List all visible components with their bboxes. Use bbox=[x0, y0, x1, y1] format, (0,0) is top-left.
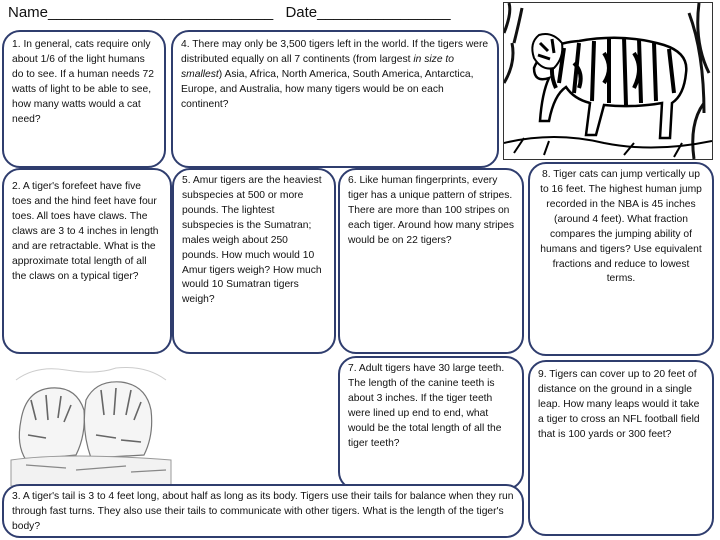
question-5-box bbox=[172, 168, 336, 354]
date-line[interactable]: ________________ bbox=[317, 4, 451, 21]
resting-tigers-image bbox=[6, 360, 174, 486]
question-6-box bbox=[338, 168, 524, 354]
question-2-box bbox=[2, 168, 172, 354]
date-label: Date bbox=[285, 4, 318, 21]
question-2-text: 2. A tiger's forefeet have five toes and the hind feet have four toes. All toes have claws. The claws are 3 to 4 inches in length and are retractable. What is the approximate total length of all the claws on a typical tiger? bbox=[12, 181, 159, 282]
name-line[interactable]: ___________________________ bbox=[48, 4, 274, 21]
question-4-text: 4. There may only be 3,500 tigers left in the world. If the tigers were distributed equally on all 7 continents (from largest in size to smallest) Asia, Africa, North America, South America, Antarctica, Europe, and Australia, how many tigers would be on each continent? bbox=[181, 39, 489, 110]
question-8-box bbox=[528, 162, 714, 356]
question-9-text: 9. Tigers can cover up to 20 feet of distance on the ground in a single leap. How many leaps would it take a tiger to cross an NFL football field that is 100 yards or 300 feet? bbox=[538, 369, 700, 440]
question-5-text: 5. Amur tigers are the heaviest subspecies at 500 or more pounds. The lightest subspecies is the Sumatran; males weigh about 250 pounds. How much would 10 Amur tigers weigh? How much would 10 Sumatran tigers weigh? bbox=[182, 175, 322, 306]
question-4-box bbox=[171, 30, 499, 168]
worksheet-header bbox=[8, 4, 451, 21]
standing-tiger-image bbox=[503, 2, 713, 160]
question-8-text: 8. Tiger cats can jump vertically up to 16 feet. The highest human jump recorded in the NBA is 45 inches (around 4 feet). What fraction compares the jumping ability of humans and tigers? Use equivalent fractions and reduce to lowest terms. bbox=[540, 169, 702, 285]
name-label: Name bbox=[8, 4, 49, 21]
question-3-box bbox=[2, 484, 524, 538]
question-3-text: 3. A tiger's tail is 3 to 4 feet long, about half as long as its body. Tigers use their tails for balance when they run through fast turns. They also use their tails to communicate with other tigers. What is the length of the tiger's body? bbox=[12, 491, 514, 532]
question-7-text: 7. Adult tigers have 30 large teeth. The length of the canine teeth is about 3 inches. If the tiger teeth were lined up end to end, what would be the total length of all the tiger teeth? bbox=[348, 363, 505, 449]
question-1-box bbox=[2, 30, 166, 168]
question-9-box bbox=[528, 360, 714, 536]
question-1-text: 1. In general, cats require only about 1/6 of the light humans do to see. If a human needs 72 watts of light to be able to see, how many watts would a cat need? bbox=[12, 39, 154, 125]
question-6-text: 6. Like human fingerprints, every tiger has a unique pattern of stripes. There are more than 100 stripes on each tiger. Around how many stripes would be on 22 tigers? bbox=[348, 175, 514, 246]
question-7-box bbox=[338, 356, 524, 490]
